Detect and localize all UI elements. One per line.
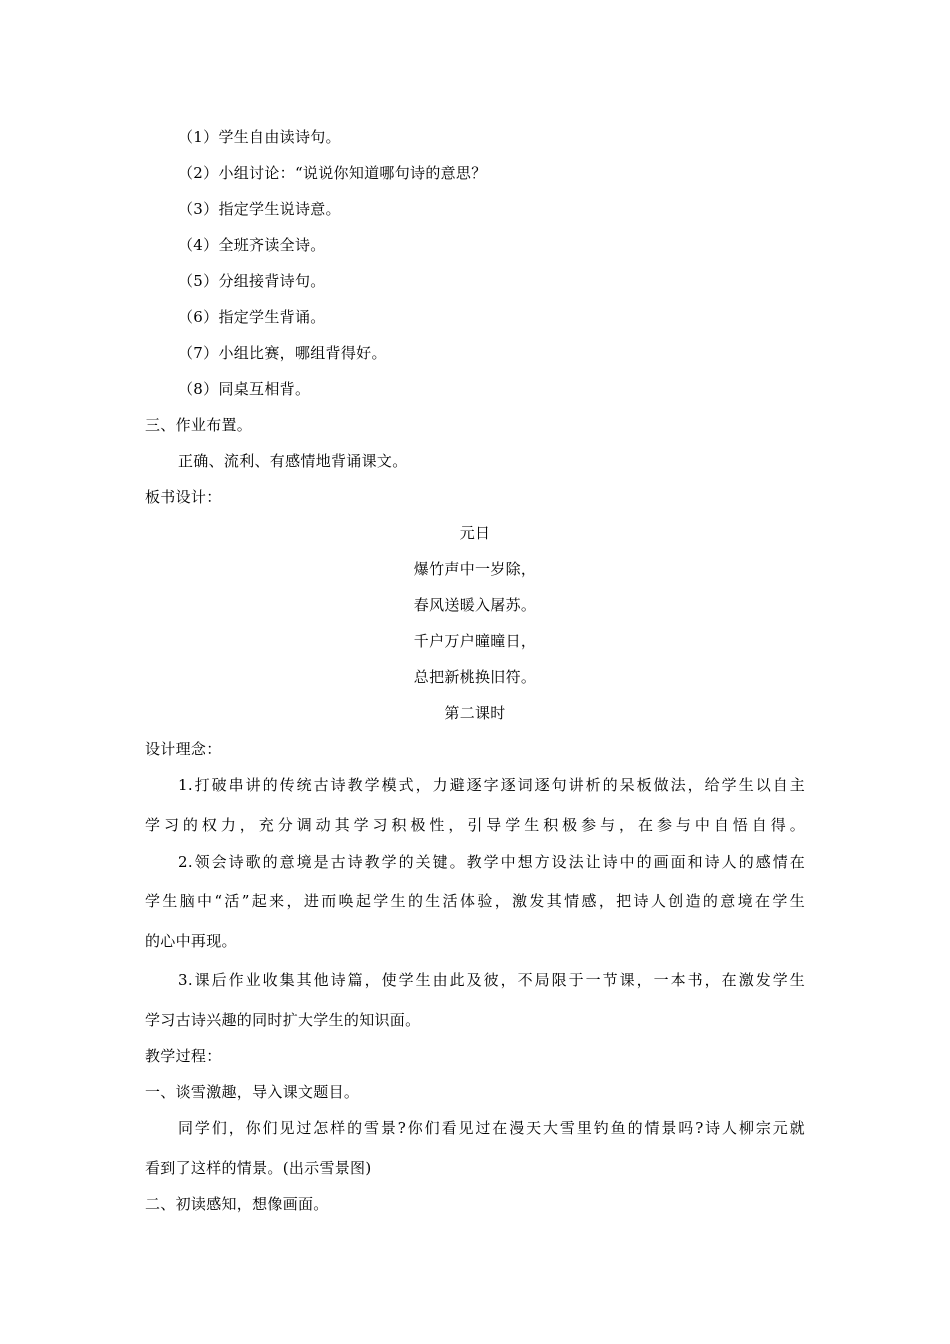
concept-heading: 设计理念：	[145, 740, 222, 758]
step-7: （7）小组比赛，哪组背得好。	[178, 344, 387, 362]
step-8: （8）同桌互相背。	[178, 380, 311, 398]
step-6: （6）指定学生背诵。	[178, 308, 326, 326]
lesson2-title: 第二课时	[444, 704, 506, 722]
process-heading: 教学过程：	[145, 1047, 222, 1065]
concept-line-1: 1.打破串讲的传统古诗教学模式，力避逐字逐词逐句讲析的呆板做法，给学生以自主	[178, 776, 805, 794]
board-heading: 板书设计：	[145, 488, 222, 506]
part1-line-2: 看到了这样的情景。(出示雪景图)	[145, 1159, 372, 1177]
poem-title: 元日	[459, 524, 491, 542]
step-1: （1）学生自由读诗句。	[178, 128, 341, 146]
step-4: （4）全班齐读全诗。	[178, 236, 326, 254]
poem-line-1: 爆竹声中一岁除，	[413, 560, 537, 578]
concept-line-6: 3.课后作业收集其他诗篇，使学生由此及彼，不局限于一节课，一本书，在激发学生	[178, 971, 805, 989]
part1-line-1: 同学们，你们见过怎样的雪景?你们看见过在漫天大雪里钓鱼的情景吗?诗人柳宗元就	[178, 1119, 805, 1137]
poem-line-3: 千户万户曈曈日，	[413, 632, 537, 650]
part1-heading: 一、谈雪激趣，导入课文题目。	[145, 1083, 360, 1101]
concept-line-5: 的心中再现。	[145, 932, 237, 950]
poem-line-2: 春风送暖入屠苏。	[413, 596, 537, 614]
concept-line-4: 学生脑中“活”起来，进而唤起学生的生活体验，激发其情感，把诗人创造的意境在学生	[145, 892, 805, 910]
homework-heading: 三、作业布置。	[145, 416, 253, 434]
concept-line-2: 学习的权力，充分调动其学习积极性，引导学生积极参与，在参与中自悟自得。	[145, 816, 805, 834]
poem-line-4: 总把新桃换旧符。	[413, 668, 537, 686]
concept-line-3: 2.领会诗歌的意境是古诗教学的关键。教学中想方设法让诗中的画面和诗人的感情在	[178, 853, 805, 871]
step-2: （2）小组讨论：“说说你知道哪句诗的意思？	[178, 164, 487, 182]
concept-line-7: 学习古诗兴趣的同时扩大学生的知识面。	[145, 1011, 421, 1029]
homework-text: 正确、流利、有感情地背诵课文。	[178, 452, 408, 470]
step-3: （3）指定学生说诗意。	[178, 200, 341, 218]
step-5: （5）分组接背诗句。	[178, 272, 326, 290]
part2-heading: 二、初读感知，想像画面。	[145, 1195, 329, 1213]
